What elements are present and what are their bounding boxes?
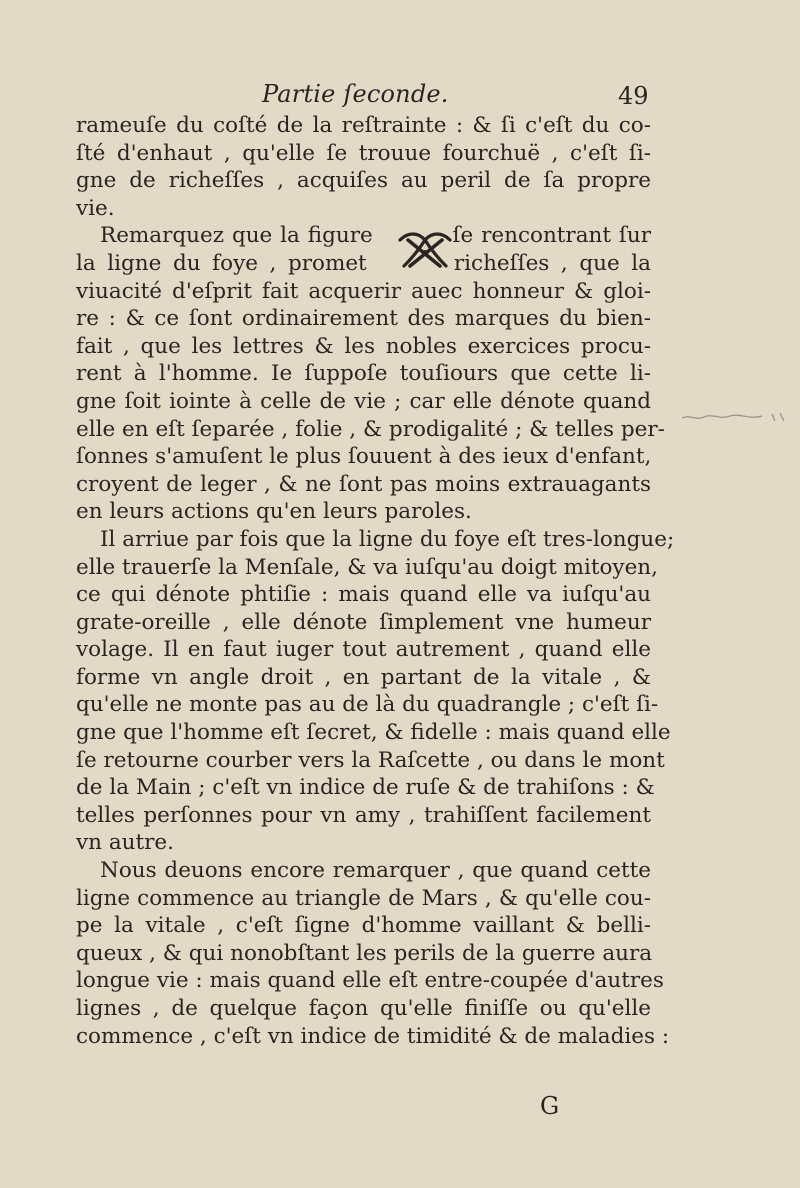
text-line: de la Main ; c'eſt vn indice de ruſe & de trahiſons : & (76, 775, 655, 801)
text-line: vie. (76, 195, 115, 221)
page-number: 49 (618, 82, 649, 110)
text-line: rameuſe du coſté de la reſtrainte : & ſi c'eſt du co- (76, 113, 651, 138)
text-line: longue vie : mais quand elle eſt entre-coupée d'autres (76, 968, 664, 994)
text-line: grate-oreille , elle dénote ſimplement vne humeur (76, 609, 651, 635)
text-fragment: Remarquez que la figure (100, 223, 373, 249)
text-line: elle en eſt ſeparée , folie , & prodigalité ; & telles per- (76, 416, 665, 442)
text-line: ſe retourne courber vers la Raſcette , ou dans le mont (76, 747, 665, 773)
marginal-annotation-mark (680, 410, 790, 424)
text-fragment: ſe rencontrant ſur (452, 223, 651, 249)
text-line: croyent de leger , & ne ſont pas moins extrauagants (76, 471, 651, 497)
text-line: queux , & qui nonobſtant les perils de la guerre aura (76, 940, 653, 966)
text-line: en leurs actions qu'en leurs paroles. (76, 499, 472, 525)
text-fragment: richeſſes , que la (453, 250, 651, 276)
text-line: lignes , de quelque façon qu'elle finiſſe ou qu'elle (76, 996, 651, 1021)
text-line: gne que l'homme eſt ſecret, & fidelle : mais quand elle (76, 720, 671, 746)
text-line: qu'elle ne monte pas au de là du quadrangle ; c'eſt ſi- (76, 692, 659, 718)
text-line: fait , que les lettres & les nobles exercices procu- (76, 333, 651, 359)
text-line-with-figure (76, 222, 651, 250)
text-line: gne de richeſſes , acquiſes au peril de ſa propre (76, 168, 651, 194)
text-line: re : & ce ſont ordinairement des marques du bien- (76, 306, 651, 332)
running-title: Partie ſeconde. (262, 80, 449, 108)
text-line: ligne commence au triangle de Mars , & qu'elle cou- (76, 885, 651, 911)
text-line: ce qui dénote phtiſie : mais quand elle va iuſqu'au (76, 582, 651, 608)
text-line: vn autre. (76, 830, 174, 856)
text-line: elle trauerſe la Menſale, & va iuſqu'au doigt mitoyen, (76, 554, 658, 580)
text-line: gne ſoit iointe à celle de vie ; car elle dénote quand (76, 388, 651, 414)
text-line: ſté d'enhaut , qu'elle ſe trouue fourchuë , c'eſt ſi- (76, 140, 651, 166)
text-line: rent à l'homme. Ie ſuppoſe touſiours que cette li- (76, 361, 651, 387)
signature-mark: G (540, 1092, 560, 1120)
text-line: pe la vitale , c'eſt ſigne d'homme vaillant & belli- (76, 913, 651, 939)
text-line: ſonnes s'amuſent le plus ſouuent à des ieux d'enfant, (76, 444, 652, 470)
text-line: viuacité d'eſprit fait acquerir auec honneur & gloi- (76, 278, 651, 304)
page-header (0, 80, 800, 110)
text-line: commence , c'eſt vn indice de timidité & de maladies : (76, 1023, 670, 1049)
text-line: volage. Il en faut iuger tout autrement , quand elle (76, 637, 651, 663)
text-line: telles perſonnes pour vn amy , trahiſſent facilement (76, 802, 651, 828)
text-line-with-figure (76, 250, 651, 278)
text-fragment: la ligne du foye , promet (76, 250, 367, 276)
text-line: forme vn angle droit , en partant de la vitale , & (76, 664, 651, 690)
palmistry-symbol-icon (394, 226, 456, 272)
text-line: Nous deuons encore remarquer , que quand cette (100, 858, 651, 884)
body-text (76, 112, 675, 1050)
text-line: Il arriue par fois que la ligne du foye eſt tres-longue; (100, 526, 675, 552)
